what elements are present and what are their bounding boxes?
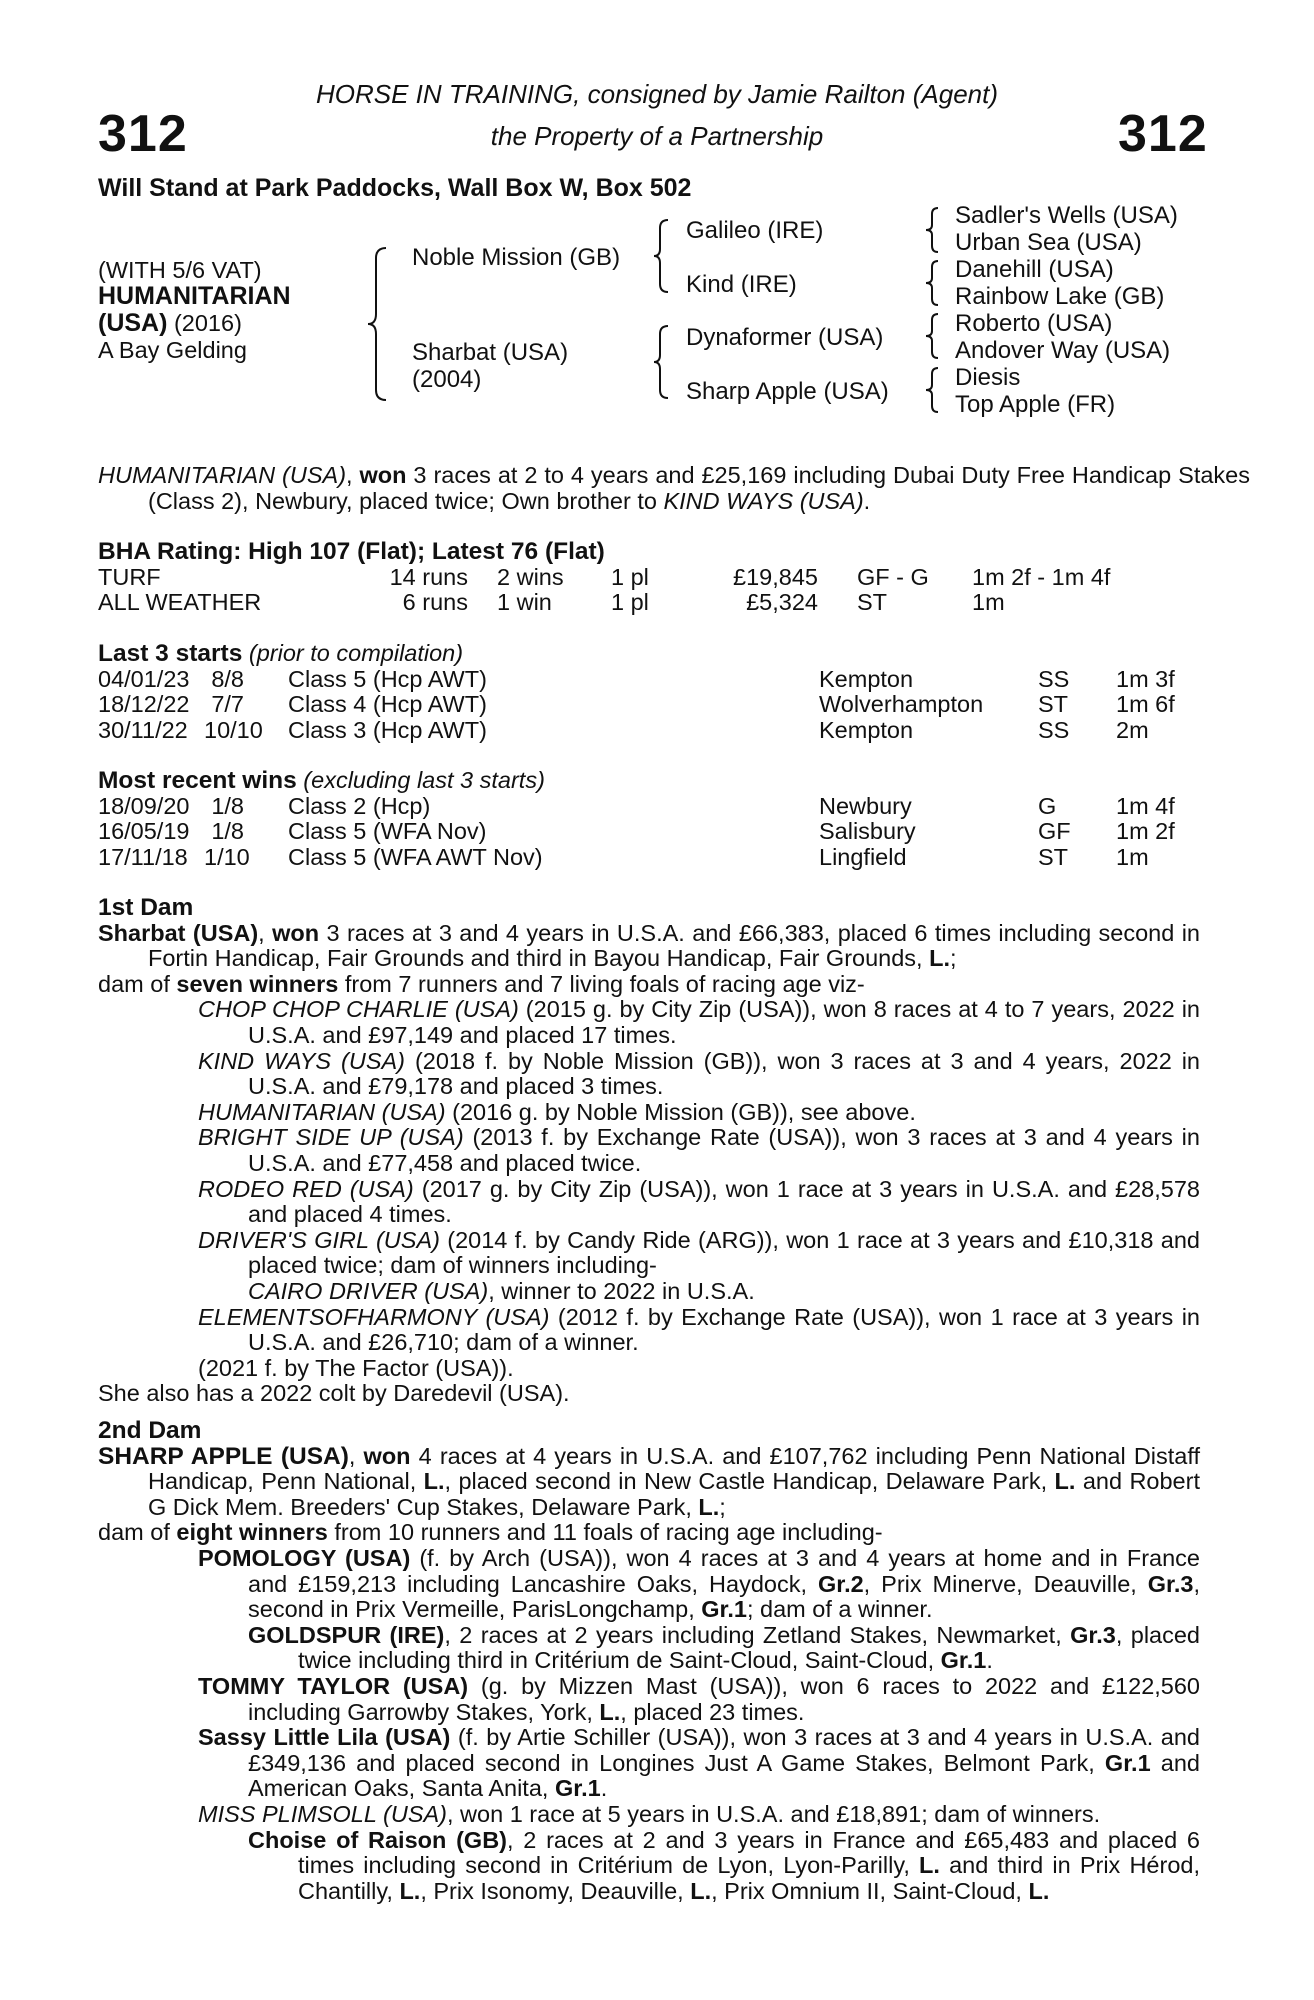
lot-number-left: 312	[98, 105, 188, 163]
progeny-entry: HUMANITARIAN (USA) (2016 g. by Noble Mission (GB)), see above.	[198, 1098, 916, 1125]
grand-progeny-entry: GOLDSPUR (IRE), 2 races at 2 years including Zetland Stakes, Newmarket, Gr.3, placed twice including third in Critérium de Saint-Cloud, Saint-Cloud, Gr.1.	[248, 1621, 1201, 1674]
last-3-note: (prior to compilation)	[242, 640, 464, 666]
recent-wins-title: Most recent wins	[98, 767, 297, 794]
last-3-title: Last 3 starts	[98, 640, 243, 667]
start-row: 04/01/23 8/8 Class 5 (Hcp AWT) Kempton SS 1m 3f	[98, 665, 1175, 692]
summary-paragraph: HUMANITARIAN (USA), won 3 races at 2 to 4 years and £25,169 including Dubai Duty Free Handicap Stakes (Class 2), Newbury, placed twice; Own brother to KIND WAYS (USA).	[98, 462, 1250, 514]
lot-number-right: 312	[1118, 105, 1208, 163]
property-line: the Property of a Partnership	[490, 121, 824, 151]
stand-location: Will Stand at Park Paddocks, Wall Box W, Box 502	[98, 174, 692, 202]
pedigree-dam-sire: Dynaformer (USA)	[686, 324, 884, 351]
progeny-entry: POMOLOGY (USA) (f. by Arch (USA)), won 4 races at 3 and 4 years at home and in France and £159,213 including Lancashire Oaks, Haydock, Gr.2, Prix Minerve, Deauville, Gr.3, second in Prix Vermeille, ParisLongchamp, Gr.1; dam of a winner.	[198, 1544, 1200, 1623]
first-dam-colt-note: She also has a 2022 colt by Daredevil (USA).	[98, 1380, 570, 1407]
vat-note: (WITH 5/6 VAT)	[98, 257, 262, 283]
start-row: 18/12/22 7/7 Class 4 (Hcp AWT) Wolverhampton ST 1m 6f	[98, 691, 1175, 718]
first-dam-section	[98, 895, 1200, 1407]
pedigree-brace-sd	[924, 258, 942, 308]
first-dam-title: 1st Dam	[98, 894, 194, 921]
pedigree-sds: Danehill (USA)	[955, 256, 1114, 283]
recent-wins-note: (excluding last 3 starts)	[296, 767, 545, 793]
win-row: 18/09/20 1/8 Class 2 (Hcp) Newbury G 1m 4f	[98, 792, 1175, 819]
bha-rating-section	[98, 539, 1200, 616]
win-row: 17/11/18 1/10 Class 5 (WFA AWT Nov) Lingfield ST 1m	[98, 843, 1149, 870]
pedigree-sire: Noble Mission (GB)	[412, 244, 621, 271]
grand-progeny-entry: Choise of Raison (GB), 2 races at 2 and 3 years in France and £65,483 and placed 6 times including second in Critérium de Lyon, Lyon-Parilly, L. and third in Prix Hérod, Chantilly, L., Prix Isonomy, Deauville, L., Prix Omnium II, Saint-Cloud, L.	[248, 1826, 1200, 1904]
pedigree-brace-sire	[652, 216, 672, 296]
rating-row: ALL WEATHER 6 runs 1 win 1 pl £5,324 ST 1m	[98, 589, 1005, 616]
progeny-entry: BRIGHT SIDE UP (USA) (2013 f. by Exchange Rate (USA)), won 3 races at 3 and 4 years in U.S.A. and £77,458 and placed twice.	[198, 1124, 1200, 1176]
win-row: 16/05/19 1/8 Class 5 (WFA Nov) Salisbury GF 1m 2f	[98, 818, 1175, 845]
pedigree-sdd: Rainbow Lake (GB)	[955, 283, 1165, 310]
progeny-entry: DRIVER'S GIRL (USA) (2014 f. by Candy Ride (ARG)), won 1 race at 3 years and £10,318 and placed twice; dam of winners including-	[198, 1226, 1200, 1279]
bha-rating-title: BHA Rating: High 107 (Flat); Latest 76 (Flat)	[98, 538, 605, 565]
pedigree-brace-dd	[924, 365, 942, 415]
progeny-entry: RODEO RED (USA) (2017 g. by City Zip (USA)), won 1 race at 3 years in U.S.A. and £28,578 and placed 4 times.	[198, 1175, 1200, 1228]
pedigree-brace-dam	[652, 322, 672, 402]
horse-name: HUMANITARIAN	[98, 282, 291, 310]
consignor-line: HORSE IN TRAINING, consigned by Jamie Railton (Agent)	[315, 79, 999, 109]
pedigree-sire-sire: Galileo (IRE)	[686, 217, 824, 244]
pedigree-dam-year: (2004)	[412, 366, 482, 393]
pedigree-dam-dam: Sharp Apple (USA)	[686, 378, 889, 405]
horse-country-year: (USA) (2016)	[98, 309, 242, 337]
pedigree-brace-main	[366, 244, 390, 404]
pedigree-sss: Sadler's Wells (USA)	[955, 202, 1178, 229]
pedigree-dss: Roberto (USA)	[955, 310, 1113, 337]
pedigree-ddd: Top Apple (FR)	[955, 391, 1116, 418]
pedigree-dds: Diesis	[955, 364, 1021, 391]
second-dam-section	[98, 1418, 1200, 1904]
rating-row: TURF 14 runs 2 wins 1 pl £19,845 GF - G 1m 2f - 1m 4f	[98, 563, 1111, 590]
second-dam-produce-line: dam of eight winners from 10 runners and 11 foals of racing age including-	[98, 1519, 883, 1546]
progeny-entry: ELEMENTSOFHARMONY (USA) (2012 f. by Exchange Rate (USA)), won 1 race at 3 years in U.S.A. and £26,710; dam of a winner.	[198, 1303, 1200, 1356]
second-dam-paragraph: SHARP APPLE (USA), won 4 races at 4 years in U.S.A. and £107,762 including Penn National Distaff Handicap, Penn National, L., placed second in New Castle Handicap, Delaware Park, L. and Robert G Dick Mem. Breeders' Cup Stakes, Delaware Park, L.;	[98, 1442, 1200, 1520]
first-dam-paragraph: Sharbat (USA), won 3 races at 3 and 4 years in U.S.A. and £66,383, placed 6 times including second in Fortin Handicap, Fair Grounds and third in Bayou Handicap, Fair Grounds, L.;	[98, 919, 1201, 972]
pedigree-sire-dam: Kind (IRE)	[686, 271, 797, 298]
progeny-unraced: (2021 f. by The Factor (USA)).	[198, 1354, 514, 1381]
pedigree-ssd: Urban Sea (USA)	[955, 229, 1142, 256]
second-dam-title: 2nd Dam	[98, 1417, 202, 1444]
grand-progeny-entry: CAIRO DRIVER (USA), winner to 2022 in U.S.A.	[248, 1277, 755, 1304]
progeny-entry: KIND WAYS (USA) (2018 f. by Noble Mission (GB)), won 3 races at 3 and 4 years, 2022 in U.S.A. and £79,178 and placed 3 times.	[198, 1047, 1200, 1100]
first-dam-produce-line: dam of seven winners from 7 runners and 7 living foals of racing age viz-	[98, 970, 865, 997]
progeny-entry: MISS PLIMSOLL (USA), won 1 race at 5 years in U.S.A. and £18,891; dam of winners.	[198, 1800, 1101, 1827]
start-row: 30/11/22 10/10 Class 3 (Hcp AWT) Kempton SS 2m	[98, 716, 1149, 743]
progeny-entry: TOMMY TAYLOR (USA) (g. by Mizzen Mast (USA)), won 6 races to 2022 and £122,560 including Garrowby Stakes, York, L., placed 23 times.	[198, 1672, 1201, 1725]
pedigree-dsd: Andover Way (USA)	[955, 337, 1171, 364]
pedigree-brace-ss	[924, 205, 942, 255]
progeny-entry: CHOP CHOP CHARLIE (USA) (2015 g. by City Zip (USA)), won 8 races at 4 to 7 years, 2022 in U.S.A. and £97,149 and placed 17 times.	[198, 996, 1200, 1048]
horse-description: A Bay Gelding	[98, 337, 247, 363]
last-3-starts-section	[98, 641, 1200, 743]
recent-wins-section	[98, 768, 1200, 870]
pedigree-dam: Sharbat (USA)	[412, 339, 569, 366]
pedigree-brace-ds	[924, 311, 942, 361]
progeny-entry: Sassy Little Lila (USA) (f. by Artie Schiller (USA)), won 3 races at 3 and 4 years in U.S.A. and £349,136 and placed second in Longines Just A Game Stakes, Belmont Park, Gr.1 and American Oaks, Santa Anita, Gr.1.	[198, 1724, 1200, 1802]
